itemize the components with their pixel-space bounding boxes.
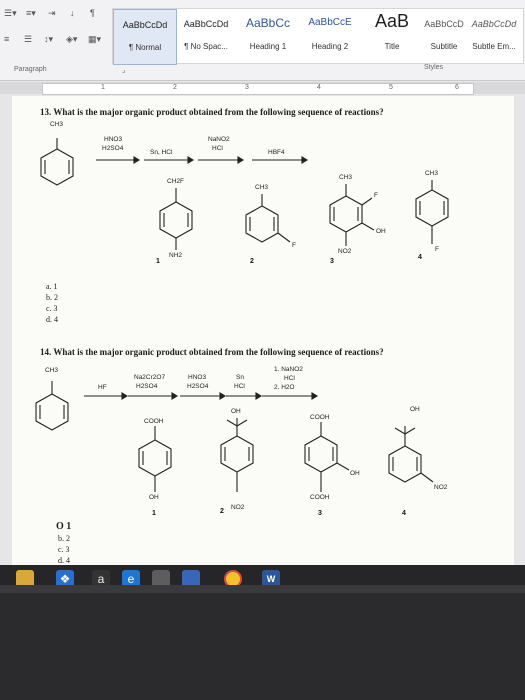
ruler-tick: 5 <box>389 84 393 91</box>
align-left-icon[interactable]: ≡ <box>4 34 10 44</box>
chrome-icon[interactable] <box>224 570 242 585</box>
style-name: Subtitle <box>430 42 458 51</box>
q14-reagent: HCl <box>234 383 245 390</box>
ruler-tick: 2 <box>173 84 177 91</box>
style-name: Heading 2 <box>311 42 349 51</box>
store-icon[interactable] <box>182 570 200 585</box>
q13-start-label: CH3 <box>50 121 64 128</box>
style-heading-2[interactable] <box>299 9 361 63</box>
style-sample: AaBbCcDd <box>122 20 168 30</box>
q13-choice-number: 4 <box>418 254 422 261</box>
q14-reagent: 1. NaNO2 <box>274 366 303 373</box>
indent-icon[interactable]: ⇥ <box>48 8 56 18</box>
style-sample: AaBbCcD <box>424 19 464 29</box>
style-normal[interactable] <box>113 9 177 65</box>
style-sample: AaBbCcE <box>308 17 352 28</box>
q14-choice-number: 4 <box>402 510 406 517</box>
bullets-icon[interactable]: ☰▾ <box>4 8 17 18</box>
style-sample: AaB <box>374 11 410 31</box>
q14-reagent: Sn <box>236 374 244 381</box>
file-explorer-icon[interactable] <box>16 570 34 585</box>
justify-icon[interactable]: ☰ <box>24 34 33 44</box>
q14-reagent: HNO3 <box>188 374 207 381</box>
q14-c4-bottom: NO2 <box>434 484 448 491</box>
ruler-tick: 3 <box>245 84 249 91</box>
q13-c4-top: CH3 <box>425 170 439 177</box>
q13-c2-sub: F <box>292 242 296 249</box>
q14-start-ring <box>36 381 68 430</box>
q14-c2-top: OH <box>231 408 241 415</box>
borders-icon[interactable]: ▦▾ <box>88 34 102 44</box>
q14-c3-top: COOH <box>310 414 330 421</box>
document-page[interactable] <box>12 96 514 585</box>
q13-c1-bottom: NH2 <box>169 252 183 259</box>
q14-c3-oh: OH <box>350 470 360 477</box>
q13-c3-top: CH3 <box>339 174 353 181</box>
q13-c2-top: CH3 <box>255 184 269 191</box>
q13-choice-4-ring <box>416 180 448 244</box>
style-subtle-emphasis[interactable] <box>465 9 523 63</box>
q13-reagent: HNO3 <box>104 136 123 143</box>
style-sample: AaBbCc <box>245 16 291 30</box>
line-spacing-icon[interactable]: ↕▾ <box>44 34 54 44</box>
q13-reagent: NaNO2 <box>208 136 230 143</box>
q13-c3-bottom: NO2 <box>338 248 352 255</box>
q13-start-ring <box>41 138 73 185</box>
ruler-tick: 1 <box>101 84 105 91</box>
q13-option-a[interactable]: a. 1 <box>46 282 58 291</box>
word-icon[interactable]: W <box>262 570 280 585</box>
q14-c1-top: COOH <box>144 418 164 425</box>
style-name: Title <box>384 42 400 51</box>
q14-start-label: CH3 <box>45 367 59 374</box>
shading-icon[interactable]: ◈▾ <box>66 34 78 44</box>
q14-choice-number: 3 <box>318 510 322 517</box>
taskbar <box>0 565 525 585</box>
camera-icon[interactable] <box>152 570 170 585</box>
edge-icon[interactable]: e <box>122 570 140 585</box>
style-heading-1[interactable] <box>237 9 299 63</box>
style-no-spacing[interactable] <box>175 9 237 63</box>
numbering-icon[interactable]: ≡▾ <box>26 8 36 18</box>
pilcrow-icon[interactable]: ¶ <box>90 8 95 18</box>
q14-choice-3-ring <box>305 422 349 492</box>
q13-reagent: Sn, HCl <box>150 149 173 156</box>
q13-choice-3-ring <box>330 184 374 246</box>
style-name: Subtle Em... <box>472 42 516 51</box>
q13-question: 13. What is the major organic product obtained from the following sequence of reactions? <box>40 107 384 117</box>
q13-reagent: H2SO4 <box>102 145 124 152</box>
q14-choice-number: 1 <box>152 510 156 517</box>
q13-reagent: HCl <box>212 145 223 152</box>
q13-reagent: HBF4 <box>268 149 285 156</box>
q14-option-a[interactable]: O 1 <box>56 521 72 532</box>
q13-c3-oh: OH <box>376 228 386 235</box>
q13-choice-2-ring <box>246 194 290 242</box>
word-ribbon <box>0 0 525 81</box>
style-name: ¶ No Spac... <box>184 42 228 51</box>
q14-c3-bottom: COOH <box>310 494 330 501</box>
q13-option-d[interactable]: d. 4 <box>46 315 58 324</box>
q14-option-d[interactable]: d. 4 <box>58 556 70 565</box>
q14-choice-2-ring <box>221 418 253 492</box>
ruler[interactable] <box>0 82 525 94</box>
q14-c4-top: OH <box>410 406 420 413</box>
structure-drawings <box>12 96 514 585</box>
amazon-icon[interactable]: a <box>92 570 110 585</box>
q14-option-b[interactable]: b. 2 <box>58 534 70 543</box>
q14-reagent: HCl <box>284 375 295 382</box>
style-sample: AaBbCcDd <box>471 19 517 29</box>
q14-choice-4-ring <box>389 426 433 482</box>
q13-choice-number: 3 <box>330 258 334 265</box>
q13-choice-number: 1 <box>156 258 160 265</box>
q14-c2-bottom: NO2 <box>231 504 245 511</box>
q13-choice-1-ring <box>160 188 192 250</box>
styles-gallery <box>112 8 524 64</box>
ruler-tick: 6 <box>455 84 459 91</box>
q13-option-b[interactable]: b. 2 <box>46 293 58 302</box>
style-name: ¶ Normal <box>128 43 162 52</box>
q14-choice-1-ring <box>139 426 171 492</box>
dialog-launcher-icon[interactable]: ⌟ <box>122 67 126 74</box>
styles-group-label: Styles <box>424 64 444 71</box>
q14-option-c[interactable]: c. 3 <box>58 545 70 554</box>
q13-option-c[interactable]: c. 3 <box>46 304 58 313</box>
q14-reagent: H2SO4 <box>187 383 209 390</box>
q13-choice-number: 2 <box>250 258 254 265</box>
q14-c1-bottom: OH <box>149 494 159 501</box>
ruler-tick: 4 <box>317 84 321 91</box>
q14-reagent: HF <box>98 384 107 391</box>
q13-c3-f: F <box>374 192 378 199</box>
q13-c1-top: CH2F <box>167 178 184 185</box>
laptop-bezel <box>0 593 525 700</box>
style-sample: AaBbCcDd <box>183 19 229 29</box>
sort-icon[interactable]: ↓ <box>70 8 75 18</box>
q14-question: 14. What is the major organic product obtained from the following sequence of reactions? <box>40 347 384 357</box>
q14-reagent: H2SO4 <box>136 383 158 390</box>
dropbox-icon[interactable]: ❖ <box>56 570 74 585</box>
q14-reagent: Na2Cr2O7 <box>134 374 166 381</box>
q14-choice-number: 2 <box>220 508 224 515</box>
ruler-track <box>42 83 474 95</box>
style-name: Heading 1 <box>249 42 287 51</box>
paragraph-group-label: Paragraph <box>14 66 47 73</box>
q14-reagent: 2. H2O <box>274 384 295 391</box>
q13-c4-bottom: F <box>435 246 439 253</box>
